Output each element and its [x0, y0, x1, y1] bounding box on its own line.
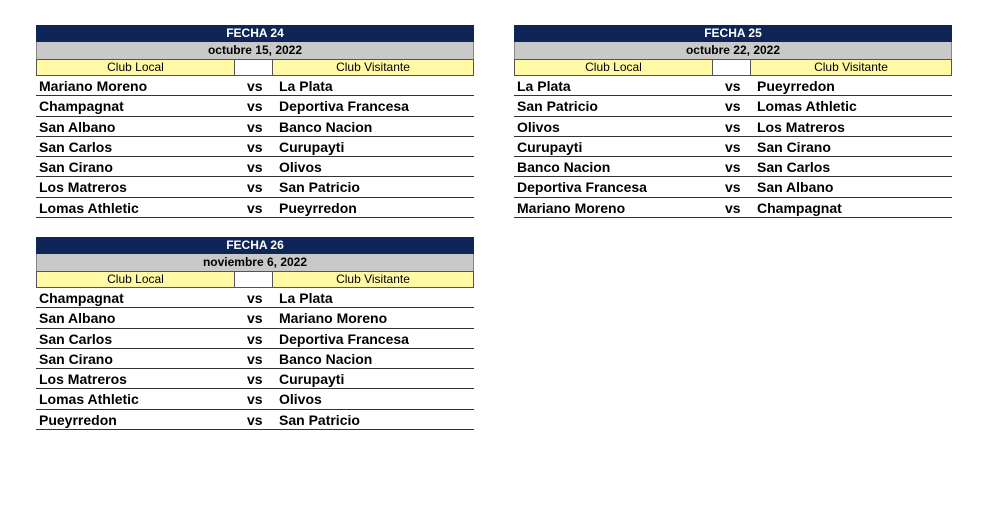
local-club: Champagnat [39, 290, 124, 306]
club-visitante-header: Club Visitante [751, 60, 951, 75]
visiting-club: Deportiva Francesa [279, 330, 409, 347]
visiting-club: San Albano [757, 179, 834, 196]
local-club: Pueyrredon [39, 411, 117, 428]
local-club: Deportiva Francesa [517, 179, 647, 196]
club-local-header: Club Local [37, 272, 235, 287]
local-club: Banco Nacion [517, 159, 611, 176]
visiting-club: Pueyrredon [757, 78, 835, 94]
visiting-club: San Patricio [279, 411, 360, 428]
visiting-club: Deportiva Francesa [279, 98, 409, 115]
match-row [514, 137, 952, 157]
local-club: San Cirano [39, 159, 113, 176]
local-club: Olivos [517, 118, 560, 135]
vs-label: vs [247, 138, 263, 155]
visiting-club: La Plata [279, 78, 333, 94]
visiting-club: Curupayti [279, 138, 345, 155]
match-row [36, 96, 474, 116]
club-visitante-header: Club Visitante [273, 60, 473, 75]
fixture-table-fecha-24 [36, 25, 474, 218]
vs-label: vs [247, 118, 263, 135]
visiting-club: San Cirano [757, 138, 831, 155]
vs-label: vs [247, 159, 263, 176]
visiting-club: Pueyrredon [279, 199, 357, 216]
visiting-club: San Carlos [757, 159, 831, 176]
visiting-club: Banco Nacion [279, 350, 373, 367]
match-row [36, 117, 474, 137]
column-header-row [36, 59, 474, 76]
local-club: Los Matreros [39, 371, 127, 388]
local-club: Lomas Athletic [39, 199, 139, 216]
local-club: San Albano [39, 310, 116, 327]
local-club: Champagnat [39, 98, 124, 115]
vs-label: vs [247, 179, 263, 196]
local-club: Curupayti [517, 138, 583, 155]
vs-label: vs [247, 350, 263, 367]
local-club: La Plata [517, 78, 571, 94]
match-row [514, 177, 952, 197]
local-club: Los Matreros [39, 179, 127, 196]
match-row [36, 369, 474, 389]
local-club: San Carlos [39, 330, 113, 347]
local-club: San Albano [39, 118, 116, 135]
visiting-club: San Patricio [279, 179, 360, 196]
vs-label: vs [247, 330, 263, 347]
visiting-club: La Plata [279, 290, 333, 306]
vs-header-blank [235, 272, 273, 287]
visiting-club: Lomas Athletic [757, 98, 857, 115]
visiting-club: Olivos [279, 391, 322, 408]
club-visitante-header: Club Visitante [273, 272, 473, 287]
local-club: San Patricio [517, 98, 598, 115]
vs-label: vs [247, 78, 263, 94]
match-row [514, 117, 952, 137]
local-club: San Carlos [39, 138, 113, 155]
match-row [36, 308, 474, 328]
vs-header-blank [713, 60, 751, 75]
match-row [36, 198, 474, 218]
visiting-club: Curupayti [279, 371, 345, 388]
vs-label: vs [247, 371, 263, 388]
vs-label: vs [247, 391, 263, 408]
club-local-header: Club Local [37, 60, 235, 75]
vs-label: vs [247, 199, 263, 216]
local-club: Mariano Moreno [517, 199, 626, 216]
fecha-title: FECHA 26 [36, 237, 474, 254]
vs-label: vs [725, 179, 741, 196]
fecha-date: octubre 15, 2022 [36, 42, 474, 59]
match-row [36, 349, 474, 369]
fixture-table-fecha-25 [514, 25, 952, 218]
vs-label: vs [725, 78, 741, 94]
fecha-title: FECHA 25 [514, 25, 952, 42]
vs-label: vs [725, 199, 741, 216]
local-club: Lomas Athletic [39, 391, 139, 408]
match-row [514, 157, 952, 177]
club-local-header: Club Local [515, 60, 713, 75]
visiting-club: Mariano Moreno [279, 310, 388, 327]
match-row [514, 76, 952, 96]
vs-label: vs [725, 159, 741, 176]
visiting-club: Olivos [279, 159, 322, 176]
visiting-club: Champagnat [757, 199, 842, 216]
column-header-row [514, 59, 952, 76]
local-club: San Cirano [39, 350, 113, 367]
vs-label: vs [725, 138, 741, 155]
match-row [36, 329, 474, 349]
match-row [36, 410, 474, 430]
vs-label: vs [247, 310, 263, 327]
vs-label: vs [725, 98, 741, 115]
match-row [36, 157, 474, 177]
vs-label: vs [725, 118, 741, 135]
match-row [514, 96, 952, 116]
fecha-date: octubre 22, 2022 [514, 42, 952, 59]
match-row [36, 137, 474, 157]
vs-label: vs [247, 411, 263, 428]
match-row [36, 288, 474, 308]
vs-header-blank [235, 60, 273, 75]
match-row [36, 177, 474, 197]
local-club: Mariano Moreno [39, 78, 148, 94]
visiting-club: Banco Nacion [279, 118, 373, 135]
visiting-club: Los Matreros [757, 118, 845, 135]
match-row [514, 198, 952, 218]
column-header-row [36, 271, 474, 288]
match-row [36, 76, 474, 96]
fecha-title: FECHA 24 [36, 25, 474, 42]
vs-label: vs [247, 290, 263, 306]
match-row [36, 389, 474, 409]
vs-label: vs [247, 98, 263, 115]
fecha-date: noviembre 6, 2022 [36, 254, 474, 271]
fixture-table-fecha-26 [36, 237, 474, 430]
